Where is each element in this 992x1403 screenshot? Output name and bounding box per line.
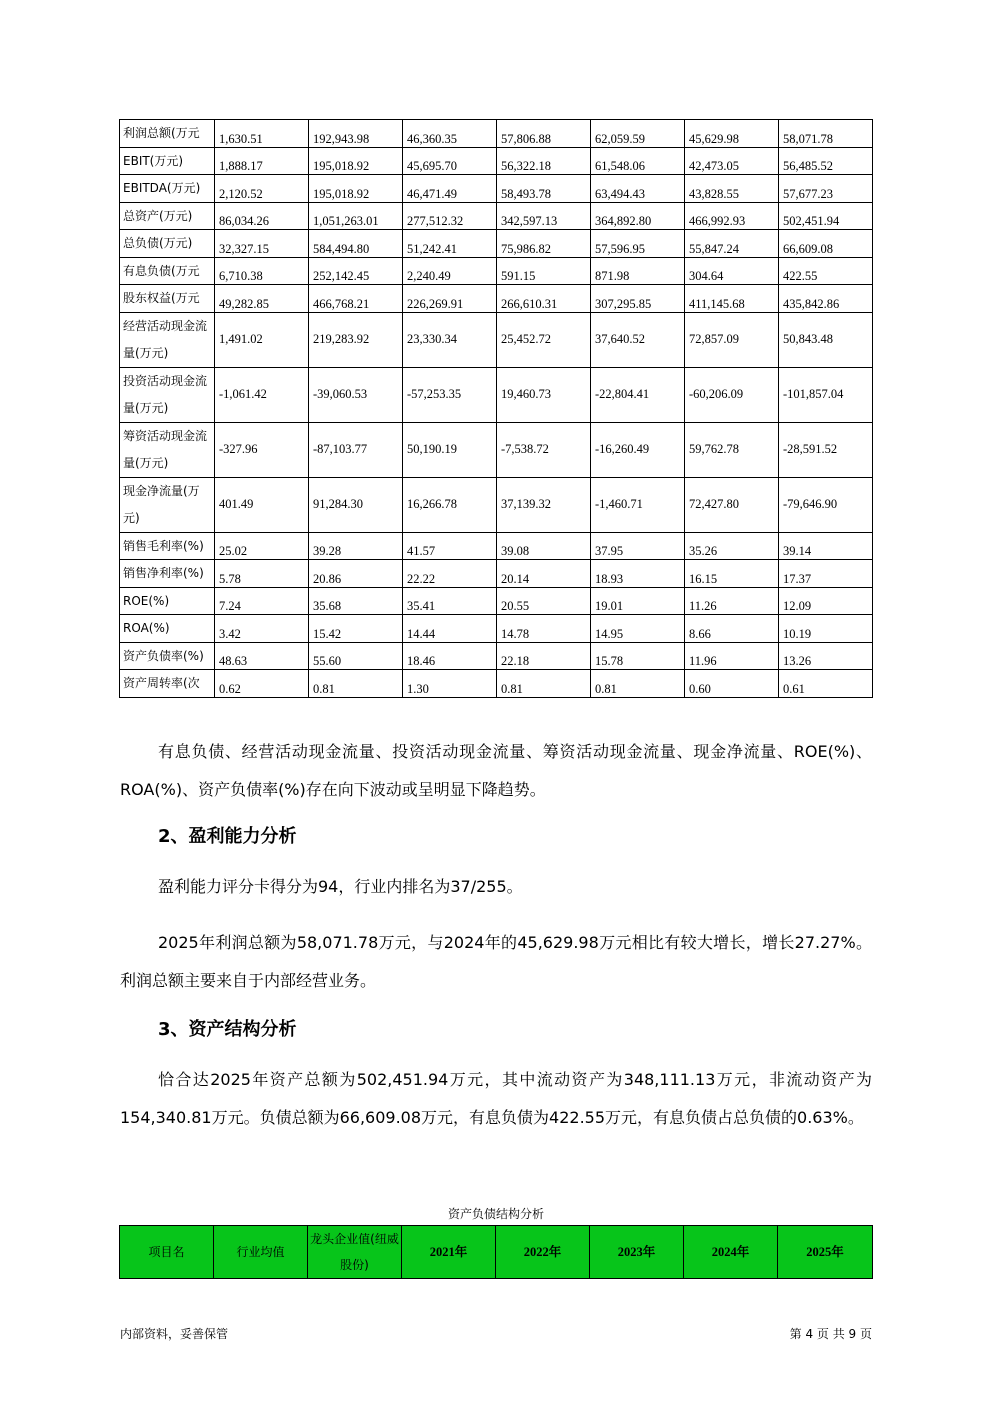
value-cell: 46,471.49	[403, 175, 497, 203]
value-cell: 62,059.59	[591, 120, 685, 148]
value-cell: 49,282.85	[215, 285, 309, 313]
row-label: 总负债(万元)	[120, 230, 215, 258]
value-cell: 20.86	[309, 560, 403, 588]
value-cell: 195,018.92	[309, 147, 403, 175]
table-row	[120, 230, 873, 258]
value-cell: 11.26	[685, 587, 779, 615]
asset-structure-paragraph: 恰合达2025年资产总额为502,451.94万元，其中流动资产为348,111.13万元，非流动资产为154,340.81万元。负债总额为66,609.08万元，有息负债为422.55万元，有息负债占总负债的0.63%。	[120, 1070, 872, 1127]
value-cell: 342,597.13	[497, 202, 591, 230]
row-label: 投资活动现金流量(万元)	[120, 367, 215, 422]
profit-growth-paragraph: 2025年利润总额为58,071.78万元，与2024年的45,629.98万元相比有较大增长，增长27.27%。利润总额主要来自于内部经营业务。	[120, 933, 872, 990]
row-label: 筹资活动现金流量(万元)	[120, 422, 215, 477]
value-cell: -16,260.49	[591, 422, 685, 477]
value-cell: 14.44	[403, 615, 497, 643]
value-cell: -87,103.77	[309, 422, 403, 477]
value-cell: 86,034.26	[215, 202, 309, 230]
row-label: 有息负债(万元	[120, 257, 215, 285]
table-row	[120, 257, 873, 285]
value-cell: 35.41	[403, 587, 497, 615]
value-cell: 45,629.98	[685, 120, 779, 148]
value-cell: -327.96	[215, 422, 309, 477]
table-row	[120, 532, 873, 560]
value-cell: 584,494.80	[309, 230, 403, 258]
value-cell: 18.93	[591, 560, 685, 588]
header-cell-item: 项目名	[120, 1226, 214, 1279]
table-row	[120, 120, 873, 148]
value-cell: 59,762.78	[685, 422, 779, 477]
value-cell: 0.81	[309, 670, 403, 698]
value-cell: 22.18	[497, 642, 591, 670]
structure-header-row	[120, 1226, 873, 1279]
value-cell: 1,888.17	[215, 147, 309, 175]
value-cell: 56,485.52	[779, 147, 873, 175]
value-cell: -60,206.09	[685, 367, 779, 422]
value-cell: 13.26	[779, 642, 873, 670]
value-cell: 18.46	[403, 642, 497, 670]
value-cell: 6,710.38	[215, 257, 309, 285]
value-cell: 591.15	[497, 257, 591, 285]
value-cell: -7,538.72	[497, 422, 591, 477]
value-cell: 48.63	[215, 642, 309, 670]
value-cell: 20.55	[497, 587, 591, 615]
value-cell: 39.28	[309, 532, 403, 560]
value-cell: -28,591.52	[779, 422, 873, 477]
header-cell-leader-value: 龙头企业值(纽威股份)	[308, 1226, 402, 1279]
value-cell: 39.08	[497, 532, 591, 560]
value-cell: 56,322.18	[497, 147, 591, 175]
table-row	[120, 670, 873, 698]
structure-table-caption: 资产负债结构分析	[447, 1207, 544, 1221]
value-cell: 10.19	[779, 615, 873, 643]
row-label: 经营活动现金流量(万元)	[120, 312, 215, 367]
value-cell: 15.42	[309, 615, 403, 643]
value-cell: 466,768.21	[309, 285, 403, 313]
value-cell: 19.01	[591, 587, 685, 615]
value-cell: 5.78	[215, 560, 309, 588]
value-cell: 41.57	[403, 532, 497, 560]
value-cell: 502,451.94	[779, 202, 873, 230]
table-row	[120, 422, 873, 477]
value-cell: 252,142.45	[309, 257, 403, 285]
value-cell: 50,190.19	[403, 422, 497, 477]
row-label: 总资产(万元)	[120, 202, 215, 230]
value-cell: 871.98	[591, 257, 685, 285]
value-cell: 63,494.43	[591, 175, 685, 203]
row-label: ROE(%)	[120, 587, 215, 615]
row-label: 资产负债率(%)	[120, 642, 215, 670]
value-cell: 72,857.09	[685, 312, 779, 367]
profitability-score-paragraph: 盈利能力评分卡得分为94，行业内排名为37/255。	[158, 877, 523, 896]
value-cell: 20.14	[497, 560, 591, 588]
value-cell: 14.95	[591, 615, 685, 643]
value-cell: 0.62	[215, 670, 309, 698]
value-cell: 411,145.68	[685, 285, 779, 313]
row-label: EBIT(万元)	[120, 147, 215, 175]
value-cell: 35.26	[685, 532, 779, 560]
value-cell: 0.61	[779, 670, 873, 698]
value-cell: 0.81	[497, 670, 591, 698]
value-cell: 37.95	[591, 532, 685, 560]
header-cell-2024: 2024年	[684, 1226, 778, 1279]
row-label: 股东权益(万元	[120, 285, 215, 313]
row-label: ROA(%)	[120, 615, 215, 643]
footer-page-number: 第 4 页 共 9 页	[789, 1327, 872, 1341]
value-cell: 50,843.48	[779, 312, 873, 367]
table-row	[120, 367, 873, 422]
value-cell: -101,857.04	[779, 367, 873, 422]
asset-liability-structure-table	[119, 1225, 873, 1279]
header-cell-industry-average: 行业均值	[214, 1226, 308, 1279]
value-cell: -39,060.53	[309, 367, 403, 422]
footer-confidential-note: 内部资料，妥善保管	[120, 1327, 229, 1341]
value-cell: 0.60	[685, 670, 779, 698]
table-row	[120, 615, 873, 643]
value-cell: 266,610.31	[497, 285, 591, 313]
value-cell: 1,051,263.01	[309, 202, 403, 230]
value-cell: 19,460.73	[497, 367, 591, 422]
value-cell: 17.37	[779, 560, 873, 588]
value-cell: 55.60	[309, 642, 403, 670]
value-cell: 75,986.82	[497, 230, 591, 258]
value-cell: 466,992.93	[685, 202, 779, 230]
row-label: 资产周转率(次	[120, 670, 215, 698]
value-cell: 2,240.49	[403, 257, 497, 285]
table-row	[120, 477, 873, 532]
section-heading-asset-structure: 3、资产结构分析	[158, 1019, 297, 1040]
value-cell: 401.49	[215, 477, 309, 532]
value-cell: 25,452.72	[497, 312, 591, 367]
value-cell: 0.81	[591, 670, 685, 698]
value-cell: 91,284.30	[309, 477, 403, 532]
row-label: 现金净流量(万元)	[120, 477, 215, 532]
value-cell: 23,330.34	[403, 312, 497, 367]
value-cell: -1,460.71	[591, 477, 685, 532]
value-cell: 39.14	[779, 532, 873, 560]
value-cell: -22,804.41	[591, 367, 685, 422]
value-cell: 42,473.05	[685, 147, 779, 175]
row-label: 利润总额(万元	[120, 120, 215, 148]
table-row	[120, 560, 873, 588]
value-cell: 61,548.06	[591, 147, 685, 175]
value-cell: 25.02	[215, 532, 309, 560]
header-cell-2023: 2023年	[590, 1226, 684, 1279]
value-cell: 1,630.51	[215, 120, 309, 148]
value-cell: 2,120.52	[215, 175, 309, 203]
value-cell: 12.09	[779, 587, 873, 615]
value-cell: 57,806.88	[497, 120, 591, 148]
value-cell: 57,596.95	[591, 230, 685, 258]
value-cell: 58,071.78	[779, 120, 873, 148]
value-cell: 435,842.86	[779, 285, 873, 313]
value-cell: 1.30	[403, 670, 497, 698]
header-cell-2021: 2021年	[402, 1226, 496, 1279]
table-row	[120, 285, 873, 313]
value-cell: 195,018.92	[309, 175, 403, 203]
value-cell: 37,139.32	[497, 477, 591, 532]
table-row	[120, 202, 873, 230]
value-cell: 37,640.52	[591, 312, 685, 367]
value-cell: 226,269.91	[403, 285, 497, 313]
value-cell: 32,327.15	[215, 230, 309, 258]
table-row	[120, 587, 873, 615]
value-cell: 22.22	[403, 560, 497, 588]
value-cell: 8.66	[685, 615, 779, 643]
value-cell: -79,646.90	[779, 477, 873, 532]
header-cell-2022: 2022年	[496, 1226, 590, 1279]
value-cell: 72,427.80	[685, 477, 779, 532]
value-cell: 16.15	[685, 560, 779, 588]
value-cell: 307,295.85	[591, 285, 685, 313]
value-cell: -1,061.42	[215, 367, 309, 422]
value-cell: 7.24	[215, 587, 309, 615]
financial-indicators-table	[119, 119, 873, 698]
value-cell: 35.68	[309, 587, 403, 615]
value-cell: 422.55	[779, 257, 873, 285]
value-cell: 57,677.23	[779, 175, 873, 203]
value-cell: 192,943.98	[309, 120, 403, 148]
value-cell: 364,892.80	[591, 202, 685, 230]
value-cell: 14.78	[497, 615, 591, 643]
value-cell: 1,491.02	[215, 312, 309, 367]
value-cell: 3.42	[215, 615, 309, 643]
value-cell: 16,266.78	[403, 477, 497, 532]
value-cell: 277,512.32	[403, 202, 497, 230]
header-cell-2025: 2025年	[778, 1226, 873, 1279]
value-cell: 46,360.35	[403, 120, 497, 148]
value-cell: 43,828.55	[685, 175, 779, 203]
trend-paragraph: 有息负债、经营活动现金流量、投资活动现金流量、筹资活动现金流量、现金净流量、ROE(%)、ROA(%)、资产负债率(%)存在向下波动或呈明显下降趋势。	[120, 742, 872, 799]
value-cell: 51,242.41	[403, 230, 497, 258]
table-row	[120, 147, 873, 175]
value-cell: 15.78	[591, 642, 685, 670]
value-cell: 66,609.08	[779, 230, 873, 258]
value-cell: 11.96	[685, 642, 779, 670]
section-heading-profitability: 2、盈利能力分析	[158, 826, 297, 847]
row-label: 销售净利率(%)	[120, 560, 215, 588]
value-cell: 45,695.70	[403, 147, 497, 175]
row-label: 销售毛利率(%)	[120, 532, 215, 560]
table-row	[120, 642, 873, 670]
value-cell: -57,253.35	[403, 367, 497, 422]
value-cell: 304.64	[685, 257, 779, 285]
value-cell: 58,493.78	[497, 175, 591, 203]
value-cell: 55,847.24	[685, 230, 779, 258]
table-row	[120, 312, 873, 367]
value-cell: 219,283.92	[309, 312, 403, 367]
table-row	[120, 175, 873, 203]
row-label: EBITDA(万元)	[120, 175, 215, 203]
